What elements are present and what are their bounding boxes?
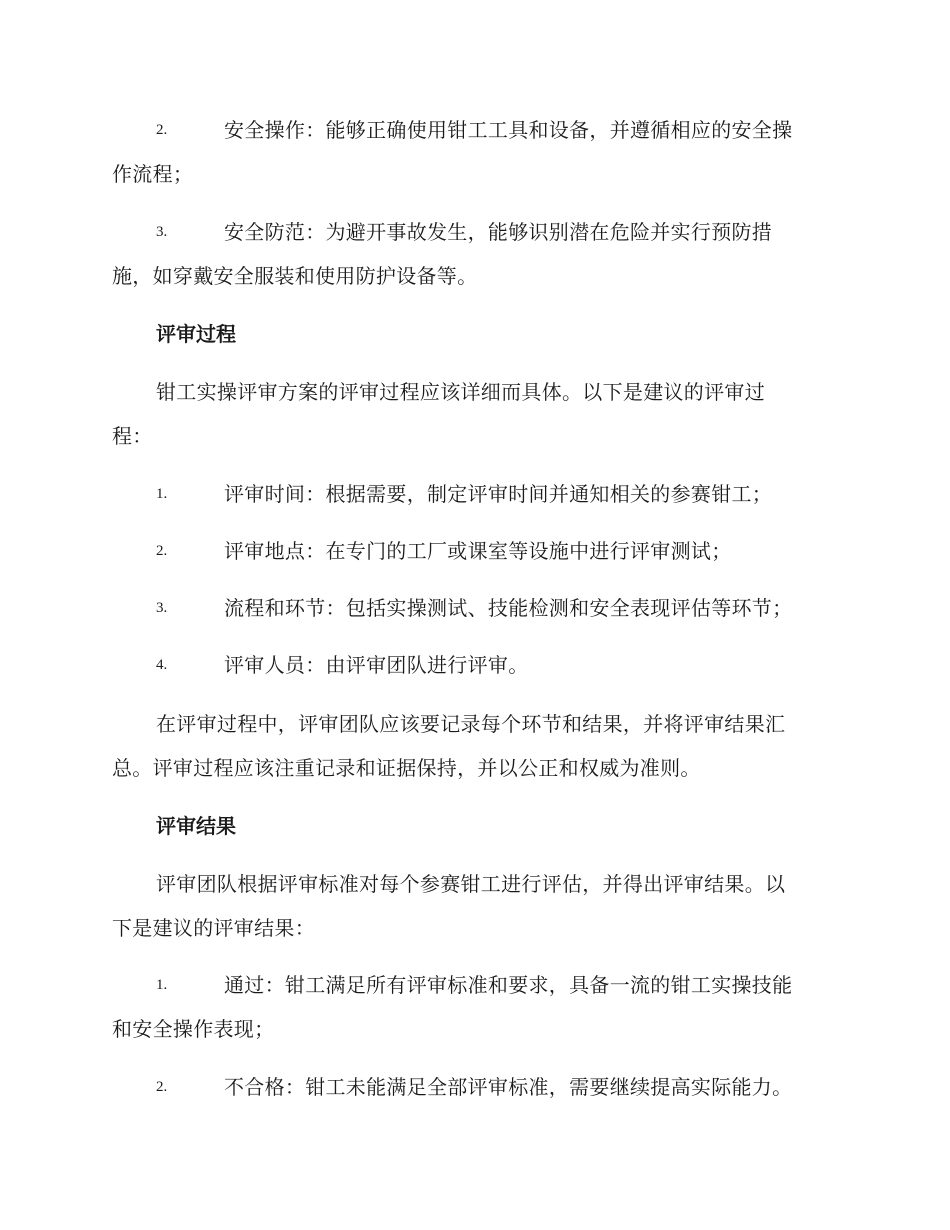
paragraph-line: 总。评审过程应该注重记录和证据保持，并以公正和权威为准则。 — [112, 756, 701, 780]
list-item-text: 评审时间：根据需要，制定评审时间并通知相关的参赛钳工； — [224, 482, 773, 506]
list-item-text: 不合格：钳工未能满足全部评审标准，需要继续提高实际能力。 — [224, 1075, 793, 1099]
list-number: 3. — [156, 224, 168, 240]
list-number: 4. — [156, 657, 168, 673]
list-item-text: 安全防范：为避开事故发生，能够识别潜在危险并实行预防措 — [224, 220, 773, 244]
list-number: 3. — [156, 600, 168, 616]
list-number: 1. — [156, 977, 168, 993]
paragraph-line: 在评审过程中，评审团队应该要记录每个环节和结果，并将评审结果汇 — [156, 712, 786, 736]
paragraph-line: 评审团队根据评审标准对每个参赛钳工进行评估，并得出评审结果。以 — [156, 872, 786, 896]
list-item-text: 评审地点：在专门的工厂或课室等设施中进行评审测试； — [224, 539, 732, 563]
list-item-text: 评审人员：由评审团队进行评审。 — [224, 653, 529, 677]
list-item-continuation: 施，如穿戴安全服装和使用防护设备等。 — [112, 264, 478, 288]
list-item-text: 通过：钳工满足所有评审标准和要求，具备一流的钳工实操技能 — [224, 973, 793, 997]
list-item-continuation: 和安全操作表现； — [112, 1017, 275, 1041]
list-number: 1. — [156, 486, 168, 502]
section-heading-result: 评审结果 — [156, 814, 236, 838]
list-item-text: 流程和环节：包括实操测试、技能检测和安全表现评估等环节； — [224, 596, 793, 620]
section-heading-process: 评审过程 — [156, 322, 236, 346]
paragraph-line: 程： — [112, 424, 153, 448]
list-number: 2. — [156, 1079, 168, 1095]
list-number: 2. — [156, 543, 168, 559]
list-item-text: 安全操作：能够正确使用钳工工具和设备，并遵循相应的安全操 — [224, 118, 793, 142]
paragraph-line: 下是建议的评审结果： — [112, 916, 315, 940]
list-number: 2. — [156, 122, 168, 138]
list-item-continuation: 作流程； — [112, 162, 194, 186]
paragraph-line: 钳工实操评审方案的评审过程应该详细而具体。以下是建议的评审过 — [156, 380, 765, 404]
